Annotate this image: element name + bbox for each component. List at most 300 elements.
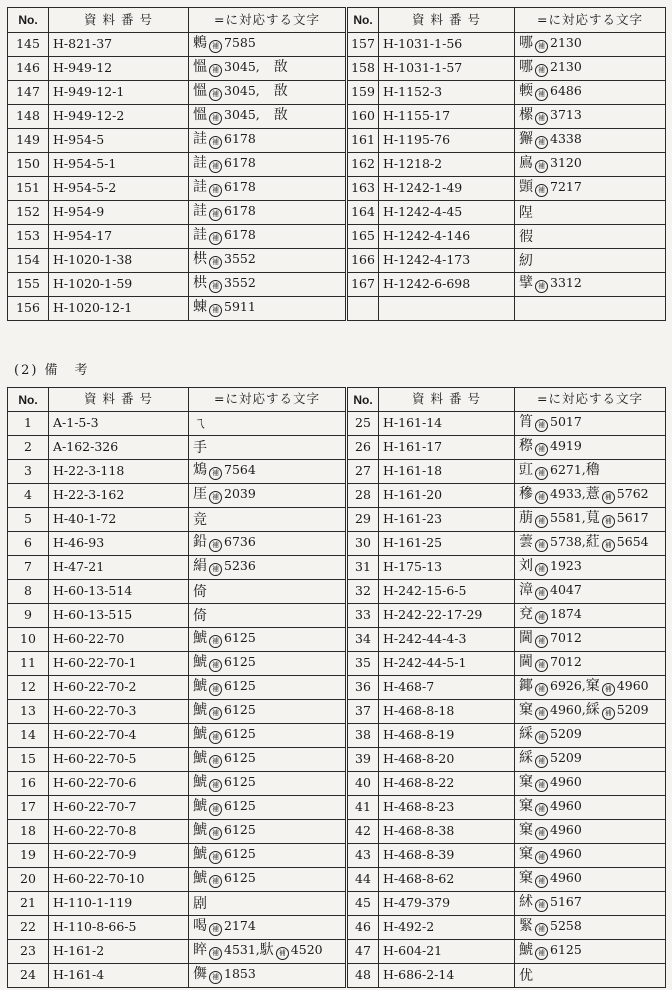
char-number: 6125 — [224, 630, 256, 645]
supplement-mark-icon: 補 — [535, 755, 548, 768]
table-row — [8, 412, 666, 436]
cell-no: 154 — [8, 249, 49, 273]
supplement-mark-icon: 補 — [535, 635, 548, 648]
kanji-char: 窠 — [585, 678, 600, 694]
table-row — [8, 652, 666, 676]
cell-char — [515, 604, 666, 628]
cell-char — [515, 964, 666, 988]
cell-code: H-1031-1-56 — [379, 33, 515, 57]
kanji-char: 鶫 — [193, 35, 207, 51]
char-number: 6125 — [224, 678, 256, 693]
table-row — [8, 532, 666, 556]
kanji-char: 詿 — [193, 179, 207, 195]
cell-no: 34 — [347, 628, 379, 652]
cell-code: H-479-379 — [379, 892, 515, 916]
cell-char — [515, 772, 666, 796]
cell-code: H-954-5 — [49, 129, 189, 153]
char-number: 5738, — [550, 534, 586, 549]
kanji-char: 緊 — [519, 918, 533, 934]
cell-no: 16 — [8, 772, 49, 796]
kanji-char: 倚 — [193, 607, 207, 624]
char-number: 3045, — [224, 107, 260, 122]
supplement-mark-icon: 補 — [209, 40, 222, 53]
cell-char — [515, 249, 666, 273]
supplement-mark-icon: 補 — [209, 659, 222, 672]
cell-char — [189, 436, 347, 460]
kanji-char: 鯱 — [193, 750, 207, 766]
cell-char — [515, 129, 666, 153]
char-number: 5209 — [550, 726, 582, 741]
cell-char — [189, 844, 347, 868]
kanji-char: 栱 — [193, 251, 207, 267]
supplement-mark-icon: 補 — [209, 971, 222, 984]
cell-no: 160 — [347, 105, 379, 129]
char-number: 6125 — [224, 774, 256, 789]
kanji-char: 萈 — [585, 510, 600, 526]
kanji-char: 窠 — [519, 870, 533, 886]
cell-code: H-60-22-70-6 — [49, 772, 189, 796]
table-row — [8, 436, 666, 460]
char-number: 5167 — [550, 894, 582, 909]
char-number: 6178 — [224, 131, 256, 146]
supplement-mark-icon: 補 — [209, 779, 222, 792]
cell-no: 165 — [347, 225, 379, 249]
char-number: 3552 — [224, 251, 256, 266]
char-number: 3713 — [550, 107, 582, 122]
supplement-mark-icon: 補 — [535, 112, 548, 125]
supplement-mark-icon: 補 — [209, 136, 222, 149]
kanji-char: 鯱 — [193, 798, 207, 814]
cell-char — [189, 81, 347, 105]
cell-no: 45 — [347, 892, 379, 916]
cell-no: 43 — [347, 844, 379, 868]
kanji-char: 慍 — [193, 83, 207, 99]
cell-code: H-242-15-6-5 — [379, 580, 515, 604]
kanji-char: 綵 — [585, 702, 600, 718]
cell-code: H-468-8-19 — [379, 724, 515, 748]
supplement-mark-icon: 補 — [209, 280, 222, 293]
table-row — [8, 604, 666, 628]
cell-no: 33 — [347, 604, 379, 628]
kanji-char: 閫 — [519, 654, 533, 670]
cell-no: 155 — [8, 273, 49, 297]
table-row — [8, 33, 666, 57]
supplement-mark-icon: 補 — [535, 419, 548, 432]
col-header-code: 資 料 番 号 — [379, 8, 515, 33]
kanji-char: 詿 — [193, 227, 207, 243]
char-number: 7012 — [550, 654, 582, 669]
cell-no: 163 — [347, 177, 379, 201]
cell-code: H-22-3-162 — [49, 484, 189, 508]
kanji-char: 鎁 — [519, 678, 533, 694]
cell-code: H-46-93 — [49, 532, 189, 556]
table-row — [8, 484, 666, 508]
char-number: 6125 — [550, 942, 582, 957]
cell-char — [515, 201, 666, 225]
cell-no: 44 — [347, 868, 379, 892]
char-number: 5209 — [616, 702, 649, 717]
char-number: 5236 — [224, 558, 256, 573]
cell-char — [189, 460, 347, 484]
table-row — [8, 940, 666, 964]
cell-code: H-468-8-39 — [379, 844, 515, 868]
col-header-no: No. — [347, 388, 379, 412]
char-number: 4960 — [550, 822, 582, 837]
char-number: 4338 — [550, 131, 582, 146]
supplement-mark-icon: 補 — [535, 443, 548, 456]
supplement-mark-icon: 補 — [276, 947, 289, 960]
cell-code: H-60-22-70-4 — [49, 724, 189, 748]
char-extra: 敔 — [259, 83, 288, 99]
supplement-mark-icon: 補 — [209, 827, 222, 840]
char-number: 6178 — [224, 227, 256, 242]
char-number: 6125 — [224, 798, 256, 813]
kanji-char: 鴆 — [193, 462, 207, 478]
char-number: 5581, — [550, 510, 586, 525]
kanji-char: 綵 — [519, 750, 533, 766]
col-header-no: No. — [8, 388, 49, 412]
char-number: 4960 — [550, 846, 582, 861]
kanji-char: 陧 — [519, 204, 533, 221]
supplement-mark-icon: 補 — [535, 611, 548, 624]
supplement-mark-icon: 補 — [209, 947, 222, 960]
cell-char — [189, 724, 347, 748]
kanji-char: 竞 — [193, 511, 207, 528]
cell-char — [515, 57, 666, 81]
cell-no: 27 — [347, 460, 379, 484]
cell-char — [189, 249, 347, 273]
cell-code: H-492-2 — [379, 916, 515, 940]
supplement-mark-icon: 補 — [535, 851, 548, 864]
cell-code: H-468-8-23 — [379, 796, 515, 820]
cell-code: H-60-22-70-2 — [49, 676, 189, 700]
cell-code: H-949-12-2 — [49, 105, 189, 129]
cell-char — [515, 820, 666, 844]
supplement-mark-icon: 補 — [535, 587, 548, 600]
supplement-mark-icon: 補 — [535, 136, 548, 149]
cell-no: 158 — [347, 57, 379, 81]
cell-code: H-60-22-70-1 — [49, 652, 189, 676]
kanji-char: 鯱 — [193, 870, 207, 886]
kanji-char: 筲 — [519, 414, 533, 430]
char-number: 5258 — [550, 918, 582, 933]
char-number: 3312 — [550, 275, 582, 290]
char-extra: 敔 — [259, 107, 288, 123]
supplement-mark-icon: 補 — [209, 208, 222, 221]
cell-code: H-468-8-18 — [379, 700, 515, 724]
cell-char — [189, 273, 347, 297]
kanji-char: 鯱 — [193, 822, 207, 838]
cell-code: H-1020-12-1 — [49, 297, 189, 321]
char-number: 4520 — [290, 942, 323, 957]
cell-no: 1 — [8, 412, 49, 436]
section-title: (2) 備 考 — [14, 363, 90, 378]
supplement-mark-icon: 補 — [209, 803, 222, 816]
cell-char — [515, 868, 666, 892]
table-row — [8, 129, 666, 153]
supplement-mark-icon: 補 — [535, 515, 548, 528]
cell-code: H-1031-1-57 — [379, 57, 515, 81]
char-number: 5209 — [550, 750, 582, 765]
cell-code: H-175-13 — [379, 556, 515, 580]
kanji-char: 慍 — [193, 59, 207, 75]
cell-code: H-1242-4-173 — [379, 249, 515, 273]
cell-no: 9 — [8, 604, 49, 628]
cell-no: 148 — [8, 105, 49, 129]
cell-code: H-1242-4-45 — [379, 201, 515, 225]
table-row — [8, 676, 666, 700]
kanji-char: 豇 — [519, 462, 533, 478]
supplement-mark-icon: 補 — [602, 707, 615, 720]
supplement-mark-icon: 補 — [209, 635, 222, 648]
cell-code: H-110-8-66-5 — [49, 916, 189, 940]
kanji-char: 厓 — [193, 486, 207, 502]
char-number: 4960 — [616, 678, 649, 693]
supplement-mark-icon: 補 — [535, 64, 548, 77]
cell-no: 147 — [8, 81, 49, 105]
cell-no: 32 — [347, 580, 379, 604]
table-row — [8, 273, 666, 297]
char-number: 4933, — [550, 486, 586, 501]
cell-code: H-242-44-4-3 — [379, 628, 515, 652]
cell-char — [515, 508, 666, 532]
char-number: 6125 — [224, 822, 256, 837]
cell-char — [189, 676, 347, 700]
table-row — [8, 796, 666, 820]
table-body — [8, 412, 666, 988]
char-number: 6178 — [224, 203, 256, 218]
cell-code: H-468-8-20 — [379, 748, 515, 772]
cell-no: 36 — [347, 676, 379, 700]
cell-char — [515, 81, 666, 105]
cell-char — [189, 604, 347, 628]
char-number: 2130 — [550, 35, 582, 50]
supplement-mark-icon: 補 — [535, 491, 548, 504]
char-number: 6736 — [224, 534, 256, 549]
cell-no: 40 — [347, 772, 379, 796]
cell-char — [515, 628, 666, 652]
char-number: 5654 — [616, 534, 649, 549]
cell-no: 35 — [347, 652, 379, 676]
cell-char — [189, 916, 347, 940]
supplement-mark-icon: 補 — [535, 923, 548, 936]
kanji-char: 儛 — [193, 966, 207, 982]
col-header-char: =に対応する文字 — [515, 8, 666, 33]
cell-char — [515, 892, 666, 916]
char-number: 5017 — [550, 414, 582, 429]
kanji-char: 鯱 — [193, 702, 207, 718]
supplement-mark-icon: 補 — [535, 899, 548, 912]
cell-code: H-60-13-514 — [49, 580, 189, 604]
supplement-mark-icon: 補 — [535, 731, 548, 744]
supplement-mark-icon: 補 — [535, 827, 548, 840]
supplement-mark-icon: 補 — [209, 851, 222, 864]
cell-code: H-954-5-2 — [49, 177, 189, 201]
char-number: 6271, — [550, 462, 586, 477]
cell-char — [189, 129, 347, 153]
char-number: 6125 — [224, 846, 256, 861]
cell-code: H-161-2 — [49, 940, 189, 964]
supplement-mark-icon: 補 — [602, 683, 615, 696]
cell-no: 23 — [8, 940, 49, 964]
cell-char — [515, 748, 666, 772]
kanji-char: 穇 — [519, 486, 533, 502]
cell-char — [515, 484, 666, 508]
cell-code: H-60-22-70-5 — [49, 748, 189, 772]
table-row — [8, 460, 666, 484]
cell-char — [189, 940, 347, 964]
char-number: 5911 — [224, 299, 256, 314]
table-row — [8, 628, 666, 652]
cell-char — [515, 436, 666, 460]
cell-no: 146 — [8, 57, 49, 81]
kanji-char: 鯱 — [193, 678, 207, 694]
supplement-mark-icon: 補 — [209, 256, 222, 269]
supplement-mark-icon: 補 — [209, 467, 222, 480]
cell-code: H-161-23 — [379, 508, 515, 532]
kanji-char: 鯱 — [193, 654, 207, 670]
char-number: 4919 — [550, 438, 582, 453]
supplement-mark-icon: 補 — [535, 803, 548, 816]
cell-no: 145 — [8, 33, 49, 57]
supplement-mark-icon: 補 — [602, 539, 615, 552]
col-header-no: No. — [347, 8, 379, 33]
cell-no: 7 — [8, 556, 49, 580]
cell-char — [515, 177, 666, 201]
cell-char — [515, 33, 666, 57]
cell-code: H-954-17 — [49, 225, 189, 249]
supplement-mark-icon: 補 — [535, 875, 548, 888]
cell-code: H-468-8-22 — [379, 772, 515, 796]
char-number: 4047 — [550, 582, 582, 597]
table-row — [8, 153, 666, 177]
cell-no: 161 — [347, 129, 379, 153]
supplement-mark-icon: 補 — [209, 232, 222, 245]
cell-code: H-1020-1-38 — [49, 249, 189, 273]
cell-code: H-22-3-118 — [49, 460, 189, 484]
cell-char — [189, 177, 347, 201]
cell-char — [189, 201, 347, 225]
cell-no: 149 — [8, 129, 49, 153]
table-row — [8, 297, 666, 321]
char-number: 4960 — [550, 798, 582, 813]
cell-no: 17 — [8, 796, 49, 820]
kanji-char: 慍 — [193, 107, 207, 123]
cell-no: 48 — [347, 964, 379, 988]
kanji-char: 睟 — [193, 942, 207, 958]
cell-no: 10 — [8, 628, 49, 652]
cell-code: A-162-326 — [49, 436, 189, 460]
table-row — [8, 177, 666, 201]
kanji-char: 輭 — [519, 83, 533, 99]
cell-code: H-1242-6-698 — [379, 273, 515, 297]
supplement-mark-icon: 補 — [535, 707, 548, 720]
cell-char — [515, 297, 666, 321]
kanji-char: 鳸 — [519, 155, 533, 171]
table-row — [8, 844, 666, 868]
kanji-char: 鯱 — [519, 942, 533, 958]
kanji-char: 徦 — [519, 228, 533, 245]
cell-code: H-60-22-70-3 — [49, 700, 189, 724]
cell-no: 159 — [347, 81, 379, 105]
cell-char — [515, 700, 666, 724]
cell-no: 156 — [8, 297, 49, 321]
cell-char — [515, 724, 666, 748]
cell-code: H-60-22-70-8 — [49, 820, 189, 844]
char-number: 6125 — [224, 726, 256, 741]
kanji-char: 窠 — [519, 702, 533, 718]
kanji-char: 窠 — [519, 822, 533, 838]
supplement-mark-icon: 補 — [209, 304, 222, 317]
char-extra: 敔 — [259, 59, 288, 75]
kanji-char: 顗 — [519, 179, 533, 195]
kanji-char: 窠 — [519, 798, 533, 814]
cell-no — [347, 297, 379, 321]
table-row — [8, 700, 666, 724]
supplement-mark-icon: 補 — [535, 280, 548, 293]
char-number: 5762 — [616, 486, 649, 501]
table-row — [8, 81, 666, 105]
cell-code: H-1195-76 — [379, 129, 515, 153]
cell-code: H-468-8-38 — [379, 820, 515, 844]
cell-code: H-604-21 — [379, 940, 515, 964]
cell-no: 25 — [347, 412, 379, 436]
cell-code: H-468-7 — [379, 676, 515, 700]
cell-code: H-1152-3 — [379, 81, 515, 105]
cell-char — [515, 412, 666, 436]
table-part-2 — [7, 387, 666, 988]
cell-no: 12 — [8, 676, 49, 700]
supplement-mark-icon: 補 — [535, 947, 548, 960]
supplement-mark-icon: 補 — [535, 467, 548, 480]
supplement-mark-icon: 補 — [209, 112, 222, 125]
kanji-char: 詿 — [193, 131, 207, 147]
char-number: 5617 — [616, 510, 649, 525]
cell-code: H-1242-4-146 — [379, 225, 515, 249]
char-extra: 穭 — [585, 462, 600, 478]
cell-code: H-1218-2 — [379, 153, 515, 177]
cell-char — [189, 105, 347, 129]
kanji-char: 鯱 — [193, 846, 207, 862]
cell-no: 157 — [347, 33, 379, 57]
table-row — [8, 892, 666, 916]
table-row — [8, 748, 666, 772]
char-number: 7564 — [224, 462, 256, 477]
table-row — [8, 225, 666, 249]
table-row — [8, 772, 666, 796]
char-number: 3045, — [224, 83, 260, 98]
cell-no: 31 — [347, 556, 379, 580]
char-number: 4960 — [550, 774, 582, 789]
supplement-mark-icon: 補 — [209, 731, 222, 744]
cell-char — [515, 105, 666, 129]
kanji-char: 喝 — [193, 918, 207, 934]
cell-no: 164 — [347, 201, 379, 225]
cell-char — [515, 580, 666, 604]
col-header-char: =に対応する文字 — [189, 388, 347, 412]
supplement-mark-icon: 補 — [535, 88, 548, 101]
kanji-char: 絹 — [193, 558, 207, 574]
supplement-mark-icon: 補 — [535, 779, 548, 792]
cell-code: H-242-22-17-29 — [379, 604, 515, 628]
kanji-char: 鉛 — [193, 534, 207, 550]
char-number: 3045, — [224, 59, 260, 74]
supplement-mark-icon: 補 — [209, 563, 222, 576]
cell-code: H-1155-17 — [379, 105, 515, 129]
kanji-char: 手 — [193, 439, 207, 456]
kanji-char: 刘 — [519, 558, 533, 574]
cell-no: 38 — [347, 724, 379, 748]
